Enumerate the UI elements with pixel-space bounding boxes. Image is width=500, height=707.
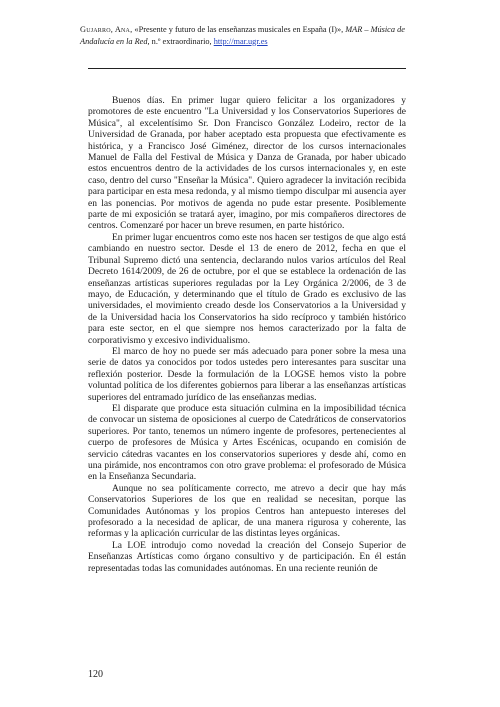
paragraph: Buenos días. En primer lugar quiero felicitar a los organizadores y promotores de este encuentro "La Universidad y los Conservatorios Superiores de Música", al excelentísimo Sr. Don Francisco González Lodeiro, rector de la Universidad de Granada, por haber aceptado esta propuesta que efectivamente es histórica, y a Francisco José Giménez, director de los cursos internacionales Manuel de Falla del Festival de Música y Danza de Granada, por haber ubicado estos encuentros dentro de la actividades de los cursos internacionales y, en este caso, dentro del curso "Enseñar la Música". Quiero agradecer la invitación recibida para participar en esta mesa redonda, y al mismo tiempo disculpar mi ausencia ayer en las ponencias. Por motivos de agenda no pude estar presente. Posiblemente parte de mi exposición se tratará ayer, imagino, por mis compañeros directores de centros. Comenzaré por hacer un breve resumen, en parte histórico.	[88, 96, 406, 232]
article-body	[88, 96, 406, 575]
header-author: Gujarro, Ana,	[80, 25, 133, 34]
header-url-link[interactable]: http://mar.ugr.es	[213, 36, 268, 46]
paragraph: El marco de hoy no puede ser más adecuado para poner sobre la mesa una serie de datos ya conocidos por todos ustedes pero interesantes para suscitar una reflexión posterior. Desde la formulación de la LOGSE hemos visto la pobre voluntad política de los diferentes gobiernos para liberar a las enseñanzas artísticas superiores del entramado jurídico de las enseñanzas medias.	[88, 346, 406, 403]
header-divider	[88, 68, 406, 69]
running-header	[80, 24, 410, 47]
header-journal: MAR – Música de Andalucía en la Red,	[80, 25, 405, 46]
page-number: 120	[88, 669, 103, 680]
paragraph: El disparate que produce esta situación culmina en la imposibilidad técnica de convocar un sistema de oposiciones al cuerpo de Catedráticos de conservatorios superiores. Por tanto, tenemos un número ingente de profesores, pertenecientes al cuerpo de profesores de Música y Artes Escénicas, ocupando en comisión de servicio cátedras vacantes en los conservatorios superiores y desde ahí, como en una pirámide, nos encontramos con otro grave problema: el profesorado de Música en la Enseñanza Secundaria.	[88, 403, 406, 483]
header-issue: n.º extraordinario,	[149, 36, 212, 46]
paragraph: En primer lugar encuentros como este nos hacen ser testigos de que algo está cambiando en nuestro sector. Desde el 13 de enero de 2012, fecha en que el Tribunal Supremo dictó una sentencia, declarando nulos varios artículos del Real Decreto 1614/2009, de 26 de octubre, por el que se establece la ordenación de las enseñanzas artísticas superiores reguladas por la Ley Orgánica 2/2006, de 3 de mayo, de Educación, y determinando que el título de Grado es exclusivo de las universidades, el movimiento creado desde los Conservatorios a la Universidad y de la Universidad hacia los Conservatorios ha sido recíproco y también histórico para este sector, en el que siempre nos hemos caracterizado por la falta de corporativismo y excesivo individualismo.	[88, 232, 406, 346]
header-article-title: «Presente y futuro de las enseñanzas musicales en España (I)»,	[132, 25, 344, 34]
paragraph: La LOE introdujo como novedad la creación del Consejo Superior de Enseñanzas Artísticas como órgano consultivo y de participación. En él están representadas todas las comunidades autónomas. En una reciente reunión de	[88, 540, 406, 574]
paragraph: Aunque no sea políticamente correcto, me atrevo a decir que hay más Conservatorios Superiores de los que en realidad se necesitan, porque las Comunidades Autónomas y los propios Centros han antepuesto intereses del profesorado a la necesidad de aplicar, de una manera rigurosa y coherente, las reformas y la aplicación curricular de las distintas leyes orgánicas.	[88, 483, 406, 540]
